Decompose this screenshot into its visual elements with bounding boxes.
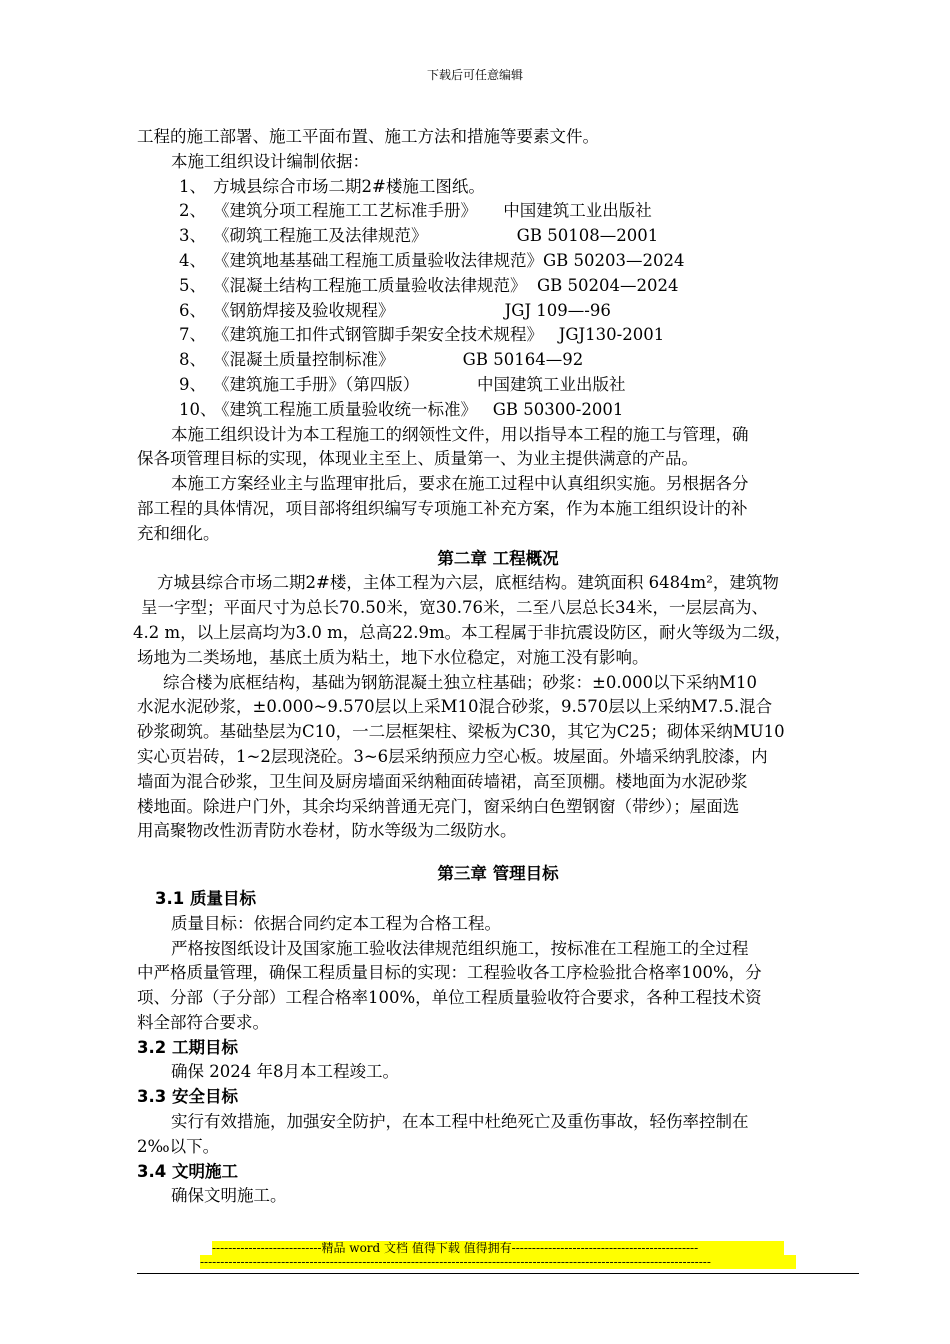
reference-title: 《混凝土结构工程施工质量验收法律规范》 [213,275,527,295]
reference-num: 2、 [179,201,206,221]
reference-item [137,323,859,348]
reference-source: GB 50204—2024 [526,275,679,295]
paragraph-line: 呈一字型；平面尺寸为总长70.50米，宽30.76米，二至八层总长34米，一层层高为、 [141,598,768,618]
reference-num: 10、 [179,399,217,419]
paragraph-line: 用高聚物改性沥青防水卷材，防水等级为二级防水。 [137,821,517,841]
reference-title: 《建筑施工扣件式钢管脚手架安全技术规程》 [213,325,543,345]
reference-title: 《建筑地基基础工程施工质量验收法律规范》 [213,250,543,270]
paragraph-line: 实心页岩砖，1~2层现浇砼。3~6层采纳预应力空心板。坡屋面。外墙采纳乳胶漆，内 [137,746,768,766]
paragraph-line: 本施工组织设计为本工程施工的纲领性文件，用以指导本工程的施工与管理，确 [171,424,749,444]
reference-item [137,175,859,200]
reference-item [137,274,859,299]
footer-rule [137,1273,859,1274]
reference-item [137,398,859,423]
paragraph-line: 充和细化。 [137,523,220,543]
paragraph-line: 2‰以下。 [137,1136,220,1156]
reference-source: 中国建筑工业出版社 [477,201,652,221]
paragraph-line: 方城县综合市场二期2#楼，主体工程为六层，底框结构。建筑面积 6484m²，建筑物 [157,573,779,593]
paragraph-line: 场地为二类场地，基底土质为粘土，地下水位稳定，对施工没有影响。 [137,647,649,667]
paragraph-line: 水泥水泥砂浆，±0.000~9.570层以上采M10混合砂浆，9.570层以上采纳M7.5.混合 [137,697,773,717]
paragraph-line: 墙面为混合砂浆，卫生间及厨房墙面采纳釉面砖墙裙，高至顶棚。楼地面为水泥砂浆 [137,771,748,791]
reference-num: 8、 [179,350,206,370]
reference-title: 《建筑施工手册》（第四版） [213,374,420,394]
reference-item [137,249,859,274]
civilized-construction-goal: 确保文明施工。 [171,1186,287,1206]
reference-num: 1、 [179,176,206,196]
section-3-1-heading: 3.1 质量目标 [155,888,256,908]
reference-item [137,348,859,373]
reference-title: 《建筑分项工程施工工艺标准手册》 [213,201,477,221]
paragraph-purpose [137,423,859,473]
reference-item [137,199,859,224]
reference-item [137,373,859,398]
reference-num: 3、 [179,226,206,246]
paragraph-line: 4.2 m，以上层高均为3.0 m，总高22.9m。本工程属于非抗震设防区，耐火等级为二级， [133,622,792,642]
paragraph-line: 实行有效措施，加强安全防护，在本工程中杜绝死亡及重伤事故，轻伤率控制在 [171,1112,749,1132]
chapter-2-title: 第二章 工程概况 [437,548,559,568]
reference-title: 《钢筋焊接及验收规程》 [213,300,395,320]
paragraph-line: 综合楼为底框结构，基础为钢筋混凝土独立柱基础；砂浆：±0.000以下采纳M10 [163,672,757,692]
reference-num: 7、 [179,325,206,345]
reference-source: GB 50300-2001 [477,399,624,419]
reference-item [137,299,859,324]
reference-source: JGJ 109—-96 [394,300,611,320]
footer-banner: ---------------------------精品 word 文档 值得下载 值得拥有---------------------------------------------- [212,1241,784,1255]
paragraph-approval [137,472,859,546]
page-footer [200,1241,784,1269]
intro-line: 工程的施工部署、施工平面布置、施工方法和措施等要素文件。 [137,127,599,146]
paragraph-line: 中严格质量管理，确保工程质量目标的实现：工程验收各工序检验批合格率100%，分 [137,963,762,983]
footer-dashes: ------------------------------------------------------------------------------------------------------------------------------ [200,1255,796,1269]
schedule-goal: 确保 2024 年8月本工程竣工。 [171,1062,399,1082]
reference-title: 《砌筑工程施工及法律规范》 [213,226,428,246]
document-body [133,125,859,1209]
reference-item [137,224,859,249]
chapter-3-title: 第三章 管理目标 [437,864,559,884]
section-3-2-heading: 3.2 工期目标 [137,1037,238,1057]
chapter-2-structure [137,671,859,845]
reference-title: 《建筑工程施工质量验收统一标准》 [213,399,477,419]
section-3-4-heading: 3.4 文明施工 [137,1161,238,1181]
chapter-2-overview [133,571,859,670]
paragraph-line: 保各项管理目标的实现，体现业主至上、质量第一、为业主提供满意的产品。 [137,449,698,469]
reference-title: 方城县综合市场二期2#楼施工图纸。 [213,176,485,196]
basis-title: 本施工组织设计编制依据： [171,151,369,171]
reference-num: 6、 [179,300,206,320]
reference-source: GB 50108—2001 [427,226,659,246]
reference-source: GB 50203—2024 [543,250,685,270]
page-header: 下载后可任意编辑 [426,68,523,82]
reference-source: GB 50164—92 [394,350,584,370]
reference-num: 5、 [179,275,206,295]
reference-title: 《混凝土质量控制标准》 [213,350,395,370]
reference-list [137,175,859,423]
section-3-3-heading: 3.3 安全目标 [137,1087,238,1107]
paragraph-line: 项、分部（子分部）工程合格率100%，单位工程质量验收符合要求，各种工程技术资 [137,988,762,1008]
paragraph-line: 楼地面。除进户门外，其余均采纳普通无亮门，窗采纳白色塑钢窗（带纱）；屋面选 [137,796,740,816]
quality-goal: 质量目标：依据合同约定本工程为合格工程。 [171,913,501,933]
paragraph-line: 砂浆砌筑。基础垫层为C10，一二层框架柱、梁板为C30，其它为C25；砌体采纳MU10 [137,722,785,742]
paragraph-line: 部工程的具体情况，项目部将组织编写专项施工补充方案，作为本施工组织设计的补 [137,498,748,518]
reference-source: 中国建筑工业出版社 [419,374,626,394]
reference-num: 4、 [179,250,206,270]
reference-num: 9、 [179,374,206,394]
safety-paragraph [137,1110,859,1160]
reference-source: JGJ130-2001 [543,325,665,345]
quality-paragraph [137,937,859,1036]
paragraph-line: 料全部符合要求。 [137,1012,269,1032]
paragraph-line: 严格按图纸设计及国家施工验收法律规范组织施工，按标准在工程施工的全过程 [171,938,749,958]
paragraph-line: 本施工方案经业主与监理审批后，要求在施工过程中认真组织实施。另根据各分 [171,474,749,494]
